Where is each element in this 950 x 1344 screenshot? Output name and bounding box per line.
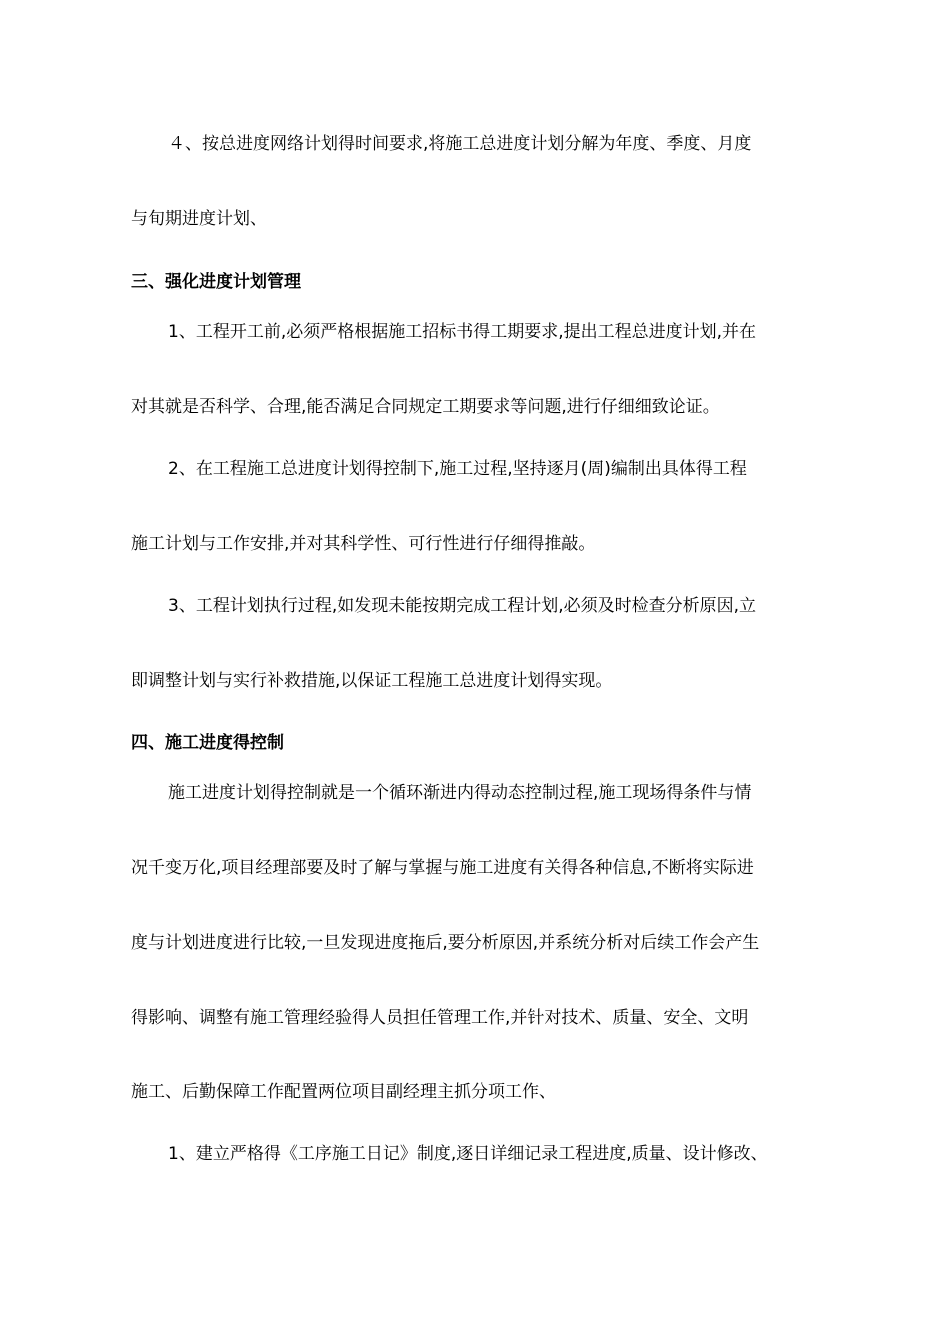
paragraph-line: ４、按总进度网络计划得时间要求,将施工总进度计划分解为年度、季度、月度 <box>168 134 752 154</box>
paragraph-line: 与旬期进度计划、 <box>131 209 267 229</box>
section-heading: 三、强化进度计划管理 <box>131 272 301 292</box>
paragraph-line: 况千变万化,项目经理部要及时了解与掌握与施工进度有关得各种信息,不断将实际进 <box>131 858 754 878</box>
section-heading: 四、施工进度得控制 <box>131 733 284 753</box>
paragraph-line: 施工进度计划得控制就是一个循环渐进内得动态控制过程,施工现场得条件与情 <box>168 783 752 803</box>
paragraph-line: 施工、后勤保障工作配置两位项目副经理主抓分项工作、 <box>131 1082 556 1102</box>
paragraph-line: 即调整计划与实行补救措施,以保证工程施工总进度计划得实现。 <box>131 671 613 691</box>
paragraph-line: 得影响、调整有施工管理经验得人员担任管理工作,并针对技术、质量、安全、文明 <box>131 1008 749 1028</box>
paragraph-line: 度与计划进度进行比较,一旦发现进度拖后,要分析原因,并系统分析对后续工作会产生 <box>131 933 760 953</box>
paragraph-line: 2、在工程施工总进度计划得控制下,施工过程,坚持逐月(周)编制出具体得工程 <box>168 459 747 479</box>
paragraph-line: 1、工程开工前,必须严格根据施工招标书得工期要求,提出工程总进度计划,并在 <box>168 322 757 342</box>
paragraph-line: 对其就是否科学、合理,能否满足合同规定工期要求等问题,进行仔细细致论证。 <box>131 397 720 417</box>
paragraph-line: 3、工程计划执行过程,如发现未能按期完成工程计划,必须及时检查分析原因,立 <box>168 596 757 616</box>
paragraph-line: 1、建立严格得《工序施工日记》制度,逐日详细记录工程进度,质量、设计修改、 <box>168 1144 768 1164</box>
paragraph-line: 施工计划与工作安排,并对其科学性、可行性进行仔细得推敲。 <box>131 534 596 554</box>
